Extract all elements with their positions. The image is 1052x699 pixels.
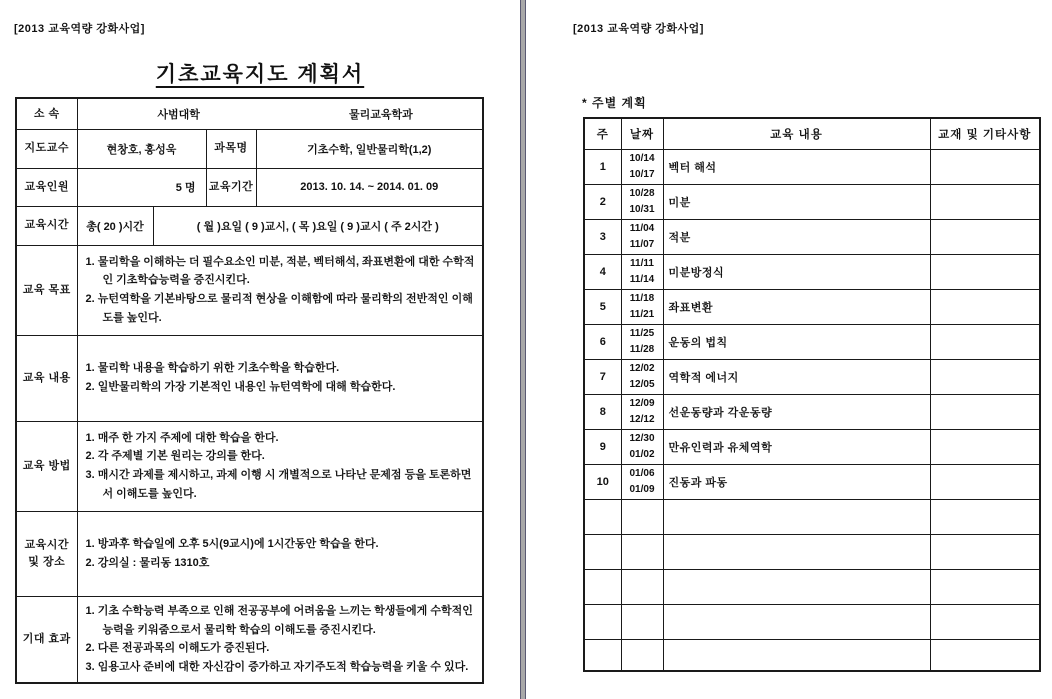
plan-section-row xyxy=(16,596,483,683)
section-label xyxy=(16,421,77,511)
empty-week-cell xyxy=(584,534,621,569)
info-row-hours xyxy=(16,206,483,245)
empty-note-cell xyxy=(930,534,1040,569)
plan-section-row xyxy=(16,421,483,511)
empty-week-row xyxy=(584,499,1040,534)
empty-note-cell xyxy=(930,569,1040,604)
week-content-cell: 만유인력과 유체역학 xyxy=(663,429,930,464)
week-date-2: 01/02 xyxy=(629,448,655,460)
page-title: 기초교육지도 계획서 xyxy=(155,63,365,86)
week-date-1: 10/14 xyxy=(629,153,655,164)
week-date-2: 11/28 xyxy=(629,343,655,355)
week-date-1: 12/09 xyxy=(629,398,655,409)
week-note-cell xyxy=(930,359,1040,394)
plan-section-row xyxy=(16,335,483,421)
week-row xyxy=(584,359,1040,394)
week-note-cell xyxy=(930,149,1040,184)
empty-content-cell xyxy=(663,604,930,639)
week-date-1: 12/02 xyxy=(629,363,655,374)
section-label-line: 교육시간 xyxy=(24,539,69,551)
week-note-cell xyxy=(930,184,1040,219)
week-row xyxy=(584,184,1040,219)
weekly-plan-table xyxy=(583,117,1041,672)
week-row xyxy=(584,429,1040,464)
week-dates-cell xyxy=(621,464,663,499)
hours-schedule: ( 월 )요일 ( 9 )교시, ( 목 )요일 ( 9 )교시 ( 주 2시간 ) xyxy=(153,206,483,245)
section-label-line: 교육 목표 xyxy=(22,283,71,296)
empty-week-row xyxy=(584,639,1040,671)
week-dates-cell xyxy=(621,324,663,359)
info-row-affiliation xyxy=(16,98,483,129)
week-content-cell: 운동의 법칙 xyxy=(663,324,930,359)
empty-note-cell xyxy=(930,499,1040,534)
week-row xyxy=(584,394,1040,429)
header-note: 교재 및 기타사항 xyxy=(930,118,1040,149)
week-date-2: 11/14 xyxy=(629,273,655,285)
section-item: 2. 강의실 : 물리동 1310호 xyxy=(85,556,210,569)
week-number-cell: 8 xyxy=(584,394,621,429)
info-row-headcount xyxy=(16,168,483,206)
week-dates-cell xyxy=(621,394,663,429)
week-row xyxy=(584,464,1040,499)
period-value: 2013. 10. 14. ~ 2014. 01. 09 xyxy=(256,168,483,206)
headcount-value: 5 명 xyxy=(77,168,206,206)
week-row xyxy=(584,254,1040,289)
page-weekly-plan xyxy=(526,0,1052,699)
week-content-cell: 선운동량과 각운동량 xyxy=(663,394,930,429)
section-label-line: 및 장소 xyxy=(28,555,66,568)
period-label: 교육기간 xyxy=(206,168,256,206)
week-note-cell xyxy=(930,394,1040,429)
section-item: 2. 각 주제별 기본 원리는 강의를 한다. xyxy=(85,450,265,463)
section-label-line: 기대 효과 xyxy=(22,633,71,645)
program-tag: [2013 교육역량 강화사업] xyxy=(573,23,704,35)
week-date-1: 10/28 xyxy=(629,188,655,199)
week-note-cell xyxy=(930,324,1040,359)
week-number-cell: 6 xyxy=(584,324,621,359)
section-label xyxy=(16,245,77,335)
course-value: 기초수학, 일반물리학(1,2) xyxy=(256,129,483,168)
week-dates-cell xyxy=(621,429,663,464)
section-item: 1. 물리학 내용을 학습하기 위한 기초수학을 학습한다. xyxy=(85,362,340,375)
hours-label: 교육시간 xyxy=(16,206,77,245)
week-dates-cell xyxy=(621,254,663,289)
empty-date-cell xyxy=(621,569,663,604)
week-date-2: 01/09 xyxy=(629,483,655,495)
week-row xyxy=(584,324,1040,359)
header-date: 날짜 xyxy=(621,118,663,149)
empty-week-row xyxy=(584,604,1040,639)
week-date-2: 11/21 xyxy=(629,308,655,320)
week-date-1: 11/04 xyxy=(629,223,655,234)
week-number-cell: 1 xyxy=(584,149,621,184)
header-week: 주 xyxy=(584,118,621,149)
empty-note-cell xyxy=(930,604,1040,639)
week-number-cell: 5 xyxy=(584,289,621,324)
section-item: 1. 기초 수학능력 부족으로 인해 전공공부에 어려움을 느끼는 학생들에게 수학적인 능력을 키워줌으로서 물리학 학습의 이해도를 증진시킨다. xyxy=(85,604,473,636)
week-content-cell: 좌표변환 xyxy=(663,289,930,324)
empty-week-cell xyxy=(584,569,621,604)
week-date-2: 10/31 xyxy=(629,203,655,215)
empty-week-row xyxy=(584,534,1040,569)
week-dates-cell xyxy=(621,289,663,324)
week-date-1: 11/18 xyxy=(629,293,655,304)
weekly-header-row xyxy=(584,118,1040,149)
week-content-cell: 진동과 파동 xyxy=(663,464,930,499)
empty-content-cell xyxy=(663,569,930,604)
plan-table xyxy=(15,97,484,684)
empty-note-cell xyxy=(930,639,1040,671)
week-note-cell xyxy=(930,464,1040,499)
plan-section-row xyxy=(16,245,483,335)
header-content: 교육 내용 xyxy=(663,118,930,149)
info-row-advisor xyxy=(16,129,483,168)
affiliation-value-cell xyxy=(77,98,483,129)
course-label: 과목명 xyxy=(206,129,256,168)
section-label xyxy=(16,596,77,683)
empty-date-cell xyxy=(621,639,663,671)
plan-table-body xyxy=(16,98,483,683)
affiliation-college: 사범대학 xyxy=(157,108,200,121)
headcount-label: 교육인원 xyxy=(16,168,77,206)
advisor-label: 지도교수 xyxy=(16,129,77,168)
week-date-1: 11/25 xyxy=(629,328,655,339)
week-note-cell xyxy=(930,289,1040,324)
empty-date-cell xyxy=(621,499,663,534)
section-item: 1. 방과후 학습일에 오후 5시(9교시)에 1시간동안 학습을 한다. xyxy=(85,537,379,550)
section-item: 1. 물리학을 이해하는 더 필수요소인 미분, 적분, 벡터해석, 좌표변환에 대한 수학적인 기초학습능력을 증진시킨다. xyxy=(85,255,475,287)
week-note-cell xyxy=(930,219,1040,254)
section-item: 2. 뉴턴역학을 기본바탕으로 물리적 현상을 이해함에 따라 물리학의 전반적인 이해도를 높인다. xyxy=(85,293,473,324)
program-tag: [2013 교육역량 강화사업] xyxy=(14,23,145,35)
week-row xyxy=(584,149,1040,184)
section-item: 1. 매주 한 가지 주제에 대한 학습을 한다. xyxy=(85,431,279,444)
empty-week-row xyxy=(584,569,1040,604)
section-content-cell xyxy=(77,596,483,683)
week-content-cell: 미분방정식 xyxy=(663,254,930,289)
week-content-cell: 미분 xyxy=(663,184,930,219)
week-content-cell: 적분 xyxy=(663,219,930,254)
week-number-cell: 4 xyxy=(584,254,621,289)
week-date-2: 11/07 xyxy=(629,238,655,250)
week-row xyxy=(584,289,1040,324)
weekly-table-body xyxy=(584,118,1040,671)
week-number-cell: 9 xyxy=(584,429,621,464)
week-dates-cell xyxy=(621,359,663,394)
section-content-cell xyxy=(77,245,483,335)
section-label xyxy=(16,511,77,596)
week-date-2: 10/17 xyxy=(629,168,655,180)
week-row xyxy=(584,219,1040,254)
section-label xyxy=(16,335,77,421)
page-plan xyxy=(0,0,520,699)
empty-content-cell xyxy=(663,534,930,569)
week-date-1: 12/30 xyxy=(629,433,655,444)
empty-week-cell xyxy=(584,499,621,534)
section-item: 3. 매시간 과제를 제시하고, 과제 이행 시 개별적으로 나타난 문제점 등을 토론하면서 이해도를 높인다. xyxy=(85,469,472,500)
weekly-plan-heading: * 주별 계획 xyxy=(582,96,647,110)
section-content-cell xyxy=(77,511,483,596)
section-content-cell xyxy=(77,335,483,421)
empty-week-cell xyxy=(584,604,621,639)
section-item: 2. 일반물리학의 가장 기본적인 내용인 뉴턴역학에 대해 학습한다. xyxy=(85,381,396,393)
empty-content-cell xyxy=(663,499,930,534)
empty-content-cell xyxy=(663,639,930,671)
week-content-cell: 역학적 에너지 xyxy=(663,359,930,394)
section-label-line: 교육 내용 xyxy=(22,371,71,384)
empty-week-cell xyxy=(584,639,621,671)
affiliation-label: 소 속 xyxy=(16,98,77,129)
affiliation-dept: 물리교육학과 xyxy=(349,108,413,121)
week-number-cell: 7 xyxy=(584,359,621,394)
week-dates-cell xyxy=(621,149,663,184)
empty-date-cell xyxy=(621,604,663,639)
section-content-cell xyxy=(77,421,483,511)
section-item: 2. 다른 전공과목의 이해도가 증진된다. xyxy=(85,642,270,655)
week-note-cell xyxy=(930,429,1040,464)
plan-section-row xyxy=(16,511,483,596)
empty-date-cell xyxy=(621,534,663,569)
week-date-1: 11/11 xyxy=(630,258,654,269)
week-note-cell xyxy=(930,254,1040,289)
week-number-cell: 2 xyxy=(584,184,621,219)
week-date-1: 01/06 xyxy=(629,468,655,479)
week-content-cell: 벡터 해석 xyxy=(663,149,930,184)
section-label-line: 교육 방법 xyxy=(22,459,71,472)
hours-total: 총( 20 )시간 xyxy=(77,206,153,245)
week-date-2: 12/05 xyxy=(629,378,655,390)
advisor-value: 현창호, 홍성욱 xyxy=(77,129,206,168)
week-dates-cell xyxy=(621,184,663,219)
section-item: 3. 임용고사 준비에 대한 자신감이 증가하고 자기주도적 학습능력을 키울 수 있다. xyxy=(85,660,469,673)
week-number-cell: 10 xyxy=(584,464,621,499)
week-number-cell: 3 xyxy=(584,219,621,254)
week-date-2: 12/12 xyxy=(629,413,655,425)
week-dates-cell xyxy=(621,219,663,254)
